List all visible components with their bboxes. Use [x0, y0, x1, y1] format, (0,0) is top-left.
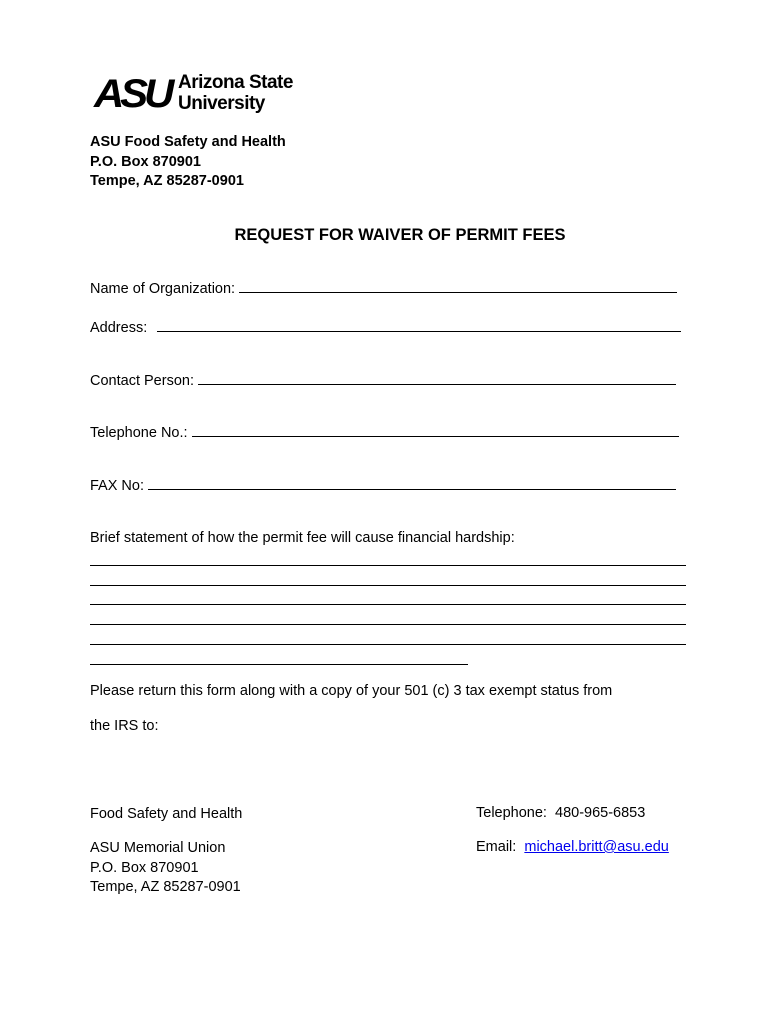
- contact-email: [476, 839, 669, 855]
- contact-telephone-label: Telephone:: [476, 805, 547, 821]
- return-instructions-line-2: the IRS to:: [90, 718, 159, 734]
- contact-telephone: [476, 805, 645, 821]
- contact-email-label: Email:: [476, 839, 517, 855]
- telephone-label: Telephone No.:: [90, 425, 188, 441]
- organization-field[interactable]: [90, 281, 677, 297]
- hardship-line-1[interactable]: [90, 565, 686, 566]
- return-address-line-3: P.O. Box 870901: [90, 859, 199, 876]
- logo-line-1: Arizona State: [178, 72, 293, 93]
- sender-address: [90, 133, 286, 192]
- address-label: Address:: [90, 320, 148, 336]
- form-title: REQUEST FOR WAIVER OF PERMIT FEES: [234, 226, 566, 244]
- return-address-line-4: Tempe, AZ 85287-0901: [90, 879, 241, 895]
- hardship-line-5[interactable]: [90, 644, 686, 645]
- address-input-line[interactable]: [157, 330, 681, 332]
- organization-input-line[interactable]: [239, 291, 677, 293]
- fax-label: FAX No:: [90, 478, 144, 494]
- logo-line-2: University: [178, 93, 265, 114]
- return-address-office: Food Safety and Health: [90, 806, 243, 822]
- contact-person-field[interactable]: [90, 373, 676, 389]
- telephone-field[interactable]: [90, 425, 679, 441]
- telephone-input-line[interactable]: [192, 435, 679, 437]
- fax-input-line[interactable]: [148, 488, 676, 490]
- return-address-line-2: ASU Memorial Union: [90, 840, 226, 856]
- sender-line-3: Tempe, AZ 85287-0901: [90, 173, 244, 189]
- hardship-line-2[interactable]: [90, 585, 686, 586]
- return-instructions-line-1: Please return this form along with a copy of your 501 (c) 3 tax exempt status from: [90, 683, 613, 699]
- fax-field[interactable]: [90, 478, 676, 494]
- hardship-label: Brief statement of how the permit fee will cause financial hardship:: [90, 530, 515, 546]
- contact-person-input-line[interactable]: [198, 383, 676, 385]
- asu-logo: [94, 72, 314, 116]
- sender-line-2: P.O. Box 870901: [90, 153, 201, 170]
- contact-telephone-value: 480-965-6853: [555, 805, 646, 821]
- hardship-line-4[interactable]: [90, 624, 686, 625]
- logo-mark: ASU: [94, 72, 171, 116]
- return-address-block: [90, 839, 241, 898]
- logo-wordmark: [178, 72, 293, 114]
- sender-line-1: ASU Food Safety and Health: [90, 134, 286, 150]
- hardship-line-3[interactable]: [90, 604, 686, 605]
- organization-label: Name of Organization:: [90, 281, 236, 297]
- address-field[interactable]: [90, 320, 681, 336]
- contact-person-label: Contact Person:: [90, 373, 194, 389]
- email-link[interactable]: michael.britt@asu.edu: [524, 839, 669, 855]
- hardship-line-6[interactable]: [90, 664, 468, 665]
